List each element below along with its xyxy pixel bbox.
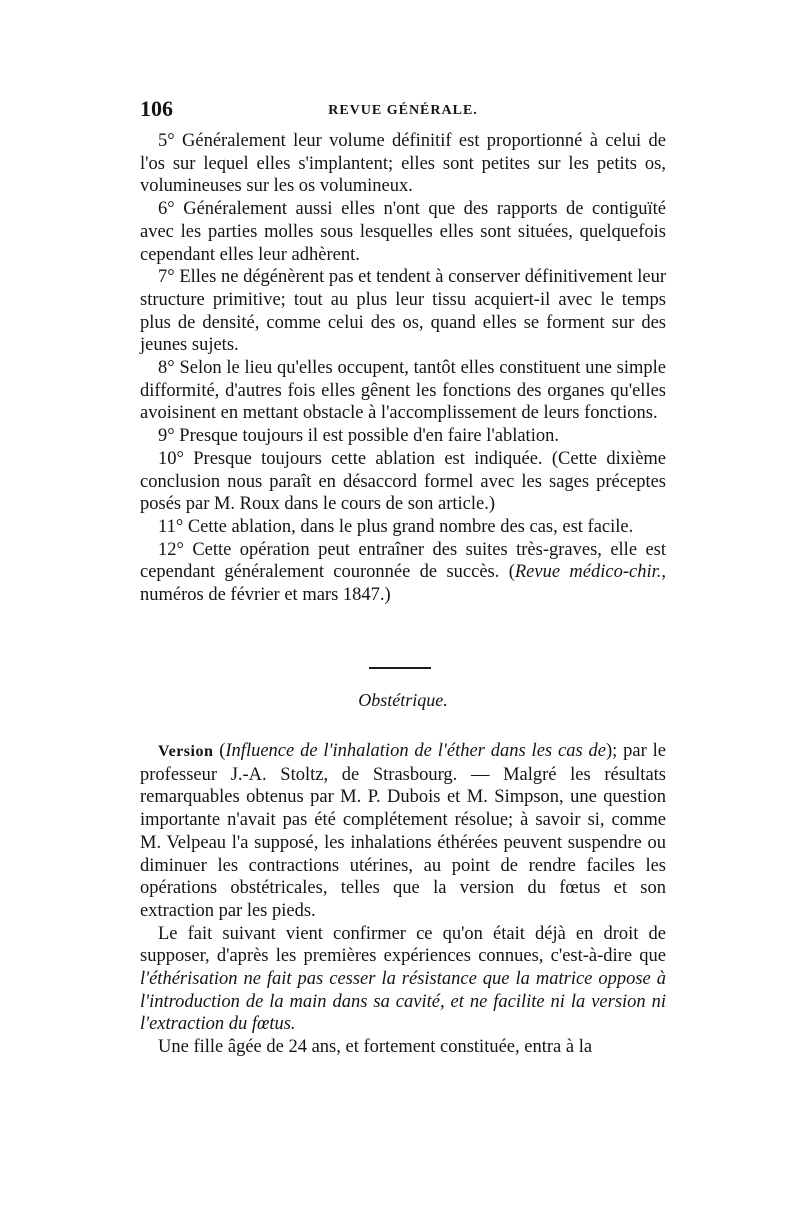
- conclusion-number: 8°: [158, 358, 175, 379]
- conclusion-text: Cette ablation, dans le plus grand nombre des cas, est facile.: [187, 516, 634, 537]
- conclusion-paragraph: [140, 130, 666, 198]
- page-number: 106: [140, 96, 173, 121]
- conclusion-number: 12°: [158, 539, 184, 560]
- conclusion-text: Généralement aussi elles n'ont que des rapports de contiguïté avec les parties molles sous lesquelles elles sont situées, quelquefois cependant elles leur adhèrent.: [140, 199, 666, 265]
- conclusion-number: 7°: [158, 267, 175, 288]
- conclusion-number: 5°: [158, 131, 175, 151]
- case-italic-text: l'éthérisation ne fait pas cesser la résistance que la matrice oppose à l'introduction de la main dans sa cavité, et ne facilite ni la version ni l'extraction du fœtus.: [140, 969, 666, 1035]
- conclusion-text: Presque toujours il est possible d'en faire l'ablation.: [179, 426, 559, 447]
- conclusion-number: 9°: [158, 426, 175, 447]
- section-divider: [369, 667, 431, 669]
- conclusion-paragraph: [140, 516, 666, 539]
- conclusion-paragraph: [140, 448, 666, 516]
- conclusion-number: 6°: [158, 199, 175, 220]
- conclusion-number: 10°: [158, 448, 184, 469]
- conclusion-paragraph: [140, 266, 666, 357]
- conclusion-text: Elles ne dégénèrent pas et tendent à conserver définitivement leur structure primitive; tout au plus leur tissu acquiert-il avec le temps plus de densité, comme celui des os, quand elles se forment sur des jeunes sujets.: [140, 267, 666, 356]
- version-paragraph: [140, 740, 666, 923]
- conclusion-paragraph: [140, 198, 666, 266]
- conclusion-paragraph: [140, 357, 666, 425]
- conclusion-text: Généralement leur volume définitif est proportionné à celui de l'os sur lequel elles s'implantent; elles sont petites sur les petits os, volumineuses sur les os volumineux.: [140, 131, 666, 197]
- conclusion-text-tail: , numéros de février et mars 1847.): [140, 562, 666, 606]
- running-title: REVUE GÉNÉRALE.: [328, 103, 478, 118]
- conclusion-text: Presque toujours cette ablation est indiquée. (Cette dixième conclusion nous paraît en désaccord formel avec les sages préceptes posés par M. Roux dans le cours de son article.): [140, 448, 667, 515]
- case-opening-line: Une fille âgée de 24 ans, et fortement constituée, entra à la: [158, 1037, 593, 1058]
- conclusion-number: 11°: [158, 516, 184, 537]
- version-text: ); par le professeur J.-A. Stoltz, de Strasbourg. — Malgré les résultats remarquables obtenus par M. P. Dubois et M. Simpson, une question importante n'avait pas été complétement résolue; à savoir si, comme M. Velpeau l'a supposé, les inhalations éthérées peuvent suspendre ou diminuer les contractions utérines, au point de rendre faciles les opérations obstétricales, telles que la version du fœtus et son extraction par les pieds.: [140, 741, 666, 921]
- page-header: [140, 96, 666, 126]
- conclusion-text: Cette opération peut entraîner des suites très-graves, elle est cependant généralement couronnée de succès. (: [140, 539, 666, 583]
- obstetrics-section: [140, 740, 666, 1059]
- section-title: Obstétrique.: [358, 690, 448, 710]
- article-title: Influence de l'inhalation de l'éther dans les cas de: [225, 741, 606, 761]
- case-text: Le fait suivant vient confirmer ce qu'on était déjà en droit de supposer, d'après les premières expériences connues, c'est-à-dire que: [140, 923, 666, 967]
- conclusion-paragraph: [140, 425, 666, 448]
- case-paragraph: [140, 923, 666, 1037]
- conclusion-paragraph: [140, 539, 666, 607]
- conclusion-text: Selon le lieu qu'elles occupent, tantôt elles constituent une simple difformité, d'autres fois elles gênent les fonctions des organes qu'elles avoisinent en mettant obstacle à l'accomplissement de leurs fonctions.: [140, 358, 667, 424]
- open-paren: (: [213, 741, 226, 761]
- lead-word: Version: [158, 743, 214, 760]
- journal-reference: Revue médico-chir.: [514, 562, 662, 583]
- conclusions-list: [140, 130, 666, 607]
